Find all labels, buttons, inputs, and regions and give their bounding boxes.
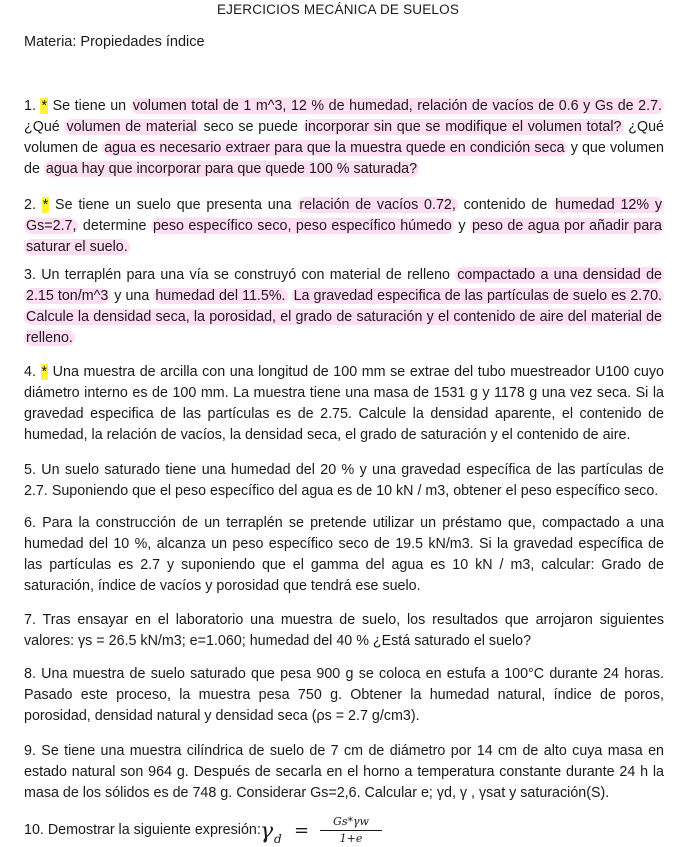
highlighted-text: humedad del 11.5%. — [155, 288, 286, 304]
text: Se tiene un suelo que presenta una — [49, 197, 298, 213]
text: Se tiene un — [48, 98, 131, 114]
exercise-8: 8. Una muestra de suelo saturado que pesa 900 g se coloca en estufa a 100°C durante 24 horas. Pasado este proceso, la muestra pesa 750 g. Obtener la humedad natural, índice de poros, porosidad, densidad natural y densidad seca (ρs = 2.7 g/cm3). — [24, 666, 664, 724]
text: 3. Un terraplén para una vía se construyó con material de relleno — [24, 267, 456, 283]
text: y — [453, 218, 470, 234]
highlighted-text: agua es necesario extraer para que la muestra quede en condición seca — [104, 140, 565, 156]
exercise-9: 9. Se tiene una muestra cilíndrica de suelo de 7 cm de diámetro por 14 cm de alto cuya masa en estado natural son 964 g. Después de secarla en el horno a temperatura constante durante 24 h la masa de los sólidos es de 748 g. Considerar Gs=2,6. Calcular e; γd, γ , γsat y saturación(S). — [24, 743, 664, 801]
exercise-6: 6. Para la construcción de un terraplén se pretende utilizar un préstamo que, compactado a una humedad del 10 %, alcanza un peso específico seco de 19.5 kN/m3. Si la gravedad específica de las partículas es 2.7 y suponiendo que el gamma del agua es 10 kN / m3, calcular: Grado de saturación, índice de vacíos y porosidad que tendrá ese suelo. — [24, 515, 664, 594]
formula-lhs: γ — [260, 819, 274, 844]
highlighted-text: incorporar sin que se modifique el volumen total? — [304, 119, 622, 135]
exercise-number: 4. — [24, 364, 41, 380]
fraction-bar — [320, 830, 382, 831]
formula-denominator: 1+e — [339, 832, 363, 845]
highlighted-text: humedad 12% y Gs=2.7, — [26, 197, 662, 234]
star-marker: * — [41, 98, 48, 114]
highlighted-text: peso específico seco, peso específico húmedo — [152, 218, 452, 234]
highlighted-text: peso de agua por añadir para saturar el suelo. — [26, 218, 662, 255]
text: ¿Qué volumen de — [24, 119, 664, 156]
exercise-1 — [24, 96, 664, 180]
subject-line: Materia: Propiedades índice — [24, 34, 205, 50]
exercise-4 — [24, 362, 664, 446]
text: y una — [110, 288, 154, 304]
exercise-number: 1. — [24, 98, 41, 114]
exercise-2 — [24, 195, 664, 258]
text: Una muestra de arcilla con una longitud de 100 mm se extrae del tubo muestreador U100 cuyo diámetro interno es de 100 mm. La muestra tiene una masa de 1531 g y 1178 g una vez seca. Si la gravedad especifica de las partículas es de 2.75. Calcule la densidad aparente, el contenido de humedad, la relación de vacíos, la densidad seca, el grado de saturación y el contenido de aire. — [24, 364, 664, 443]
highlighted-text: volumen total de 1 m^3, 12 % de humedad, relación de vacíos de 0.6 y Gs de 2.7. — [132, 98, 662, 114]
exercise-3 — [24, 265, 664, 349]
highlighted-text: agua hay que incorporar para que quede 100 % saturada? — [45, 161, 418, 177]
star-marker: * — [41, 364, 48, 380]
text: y que volumen de — [24, 140, 664, 177]
formula-lhs-subscript: d — [274, 832, 282, 846]
formula-numerator: Gs*γw — [333, 815, 369, 828]
text: seco se puede — [198, 119, 303, 135]
highlighted-text: relación de vacíos 0.72, — [299, 197, 456, 213]
highlighted-text: volumen de material — [66, 119, 197, 135]
text — [288, 288, 292, 304]
highlighted-text: La gravedad especifica de las partículas de suelo es 2.70. Calcule la densidad seca, la porosidad, el grado de saturación y el contenido de aire del material de relleno. — [26, 288, 663, 346]
document-title: EJERCICIOS MECÁNICA DE SUELOS — [216, 2, 460, 17]
exercise-10: 10. Demostrar la siguiente expresión: — [24, 822, 261, 838]
exercise-7: 7. Tras ensayar en el laboratorio una muestra de suelo, los resultados que arrojaron siguientes valores: γs = 26.5 kN/m3; e=1.060; humedad del 40 % ¿Está saturado el suelo? — [24, 612, 664, 649]
text: determine — [78, 218, 151, 234]
exercise-5: 5. Un suelo saturado tiene una humedad del 20 % y una gravedad específica de las partículas de 2.7. Suponiendo que el peso específico del agua es de 10 kN / m3, obtener el peso específico seco. — [24, 462, 664, 499]
star-marker: * — [42, 197, 49, 213]
highlighted-text: compactado a una densidad de 2.15 ton/m^3 — [26, 267, 663, 304]
exercise-number: 2. — [24, 197, 42, 213]
formula-equals: = — [294, 820, 310, 841]
text: contenido de — [457, 197, 554, 213]
text: ¿Qué — [24, 119, 65, 135]
dry-unit-weight-formula — [260, 815, 400, 845]
